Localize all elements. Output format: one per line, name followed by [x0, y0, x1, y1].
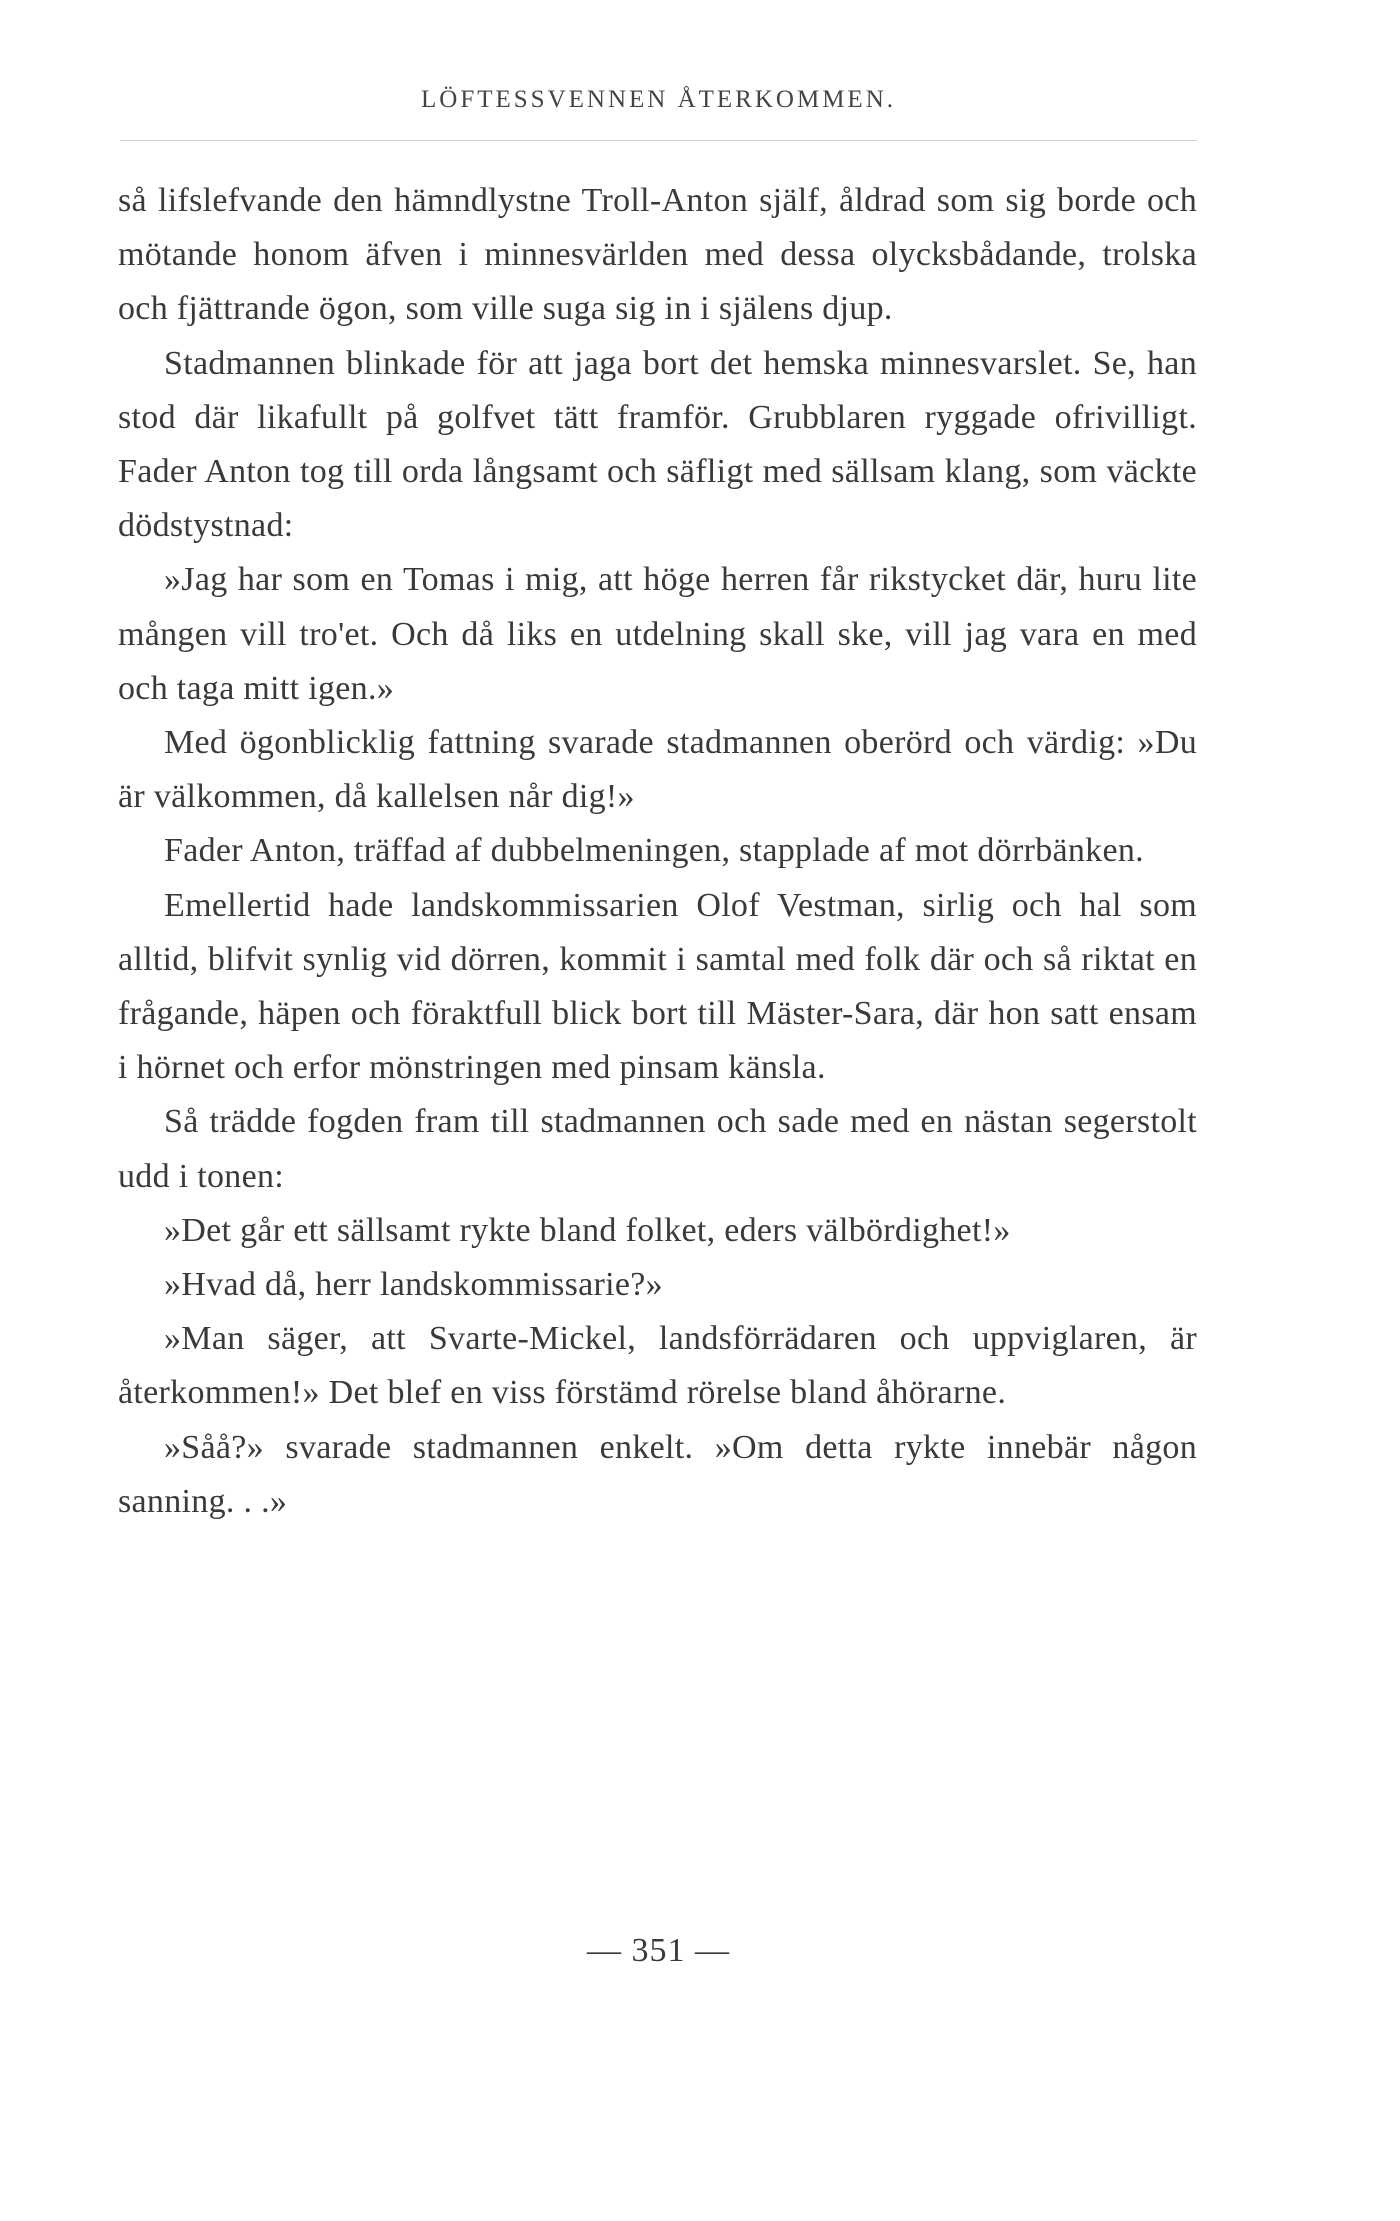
paragraph: »Hvad då, herr landskommissarie?»	[164, 1266, 663, 1304]
paragraph: »Jag har som en Tomas i mig, att höge herren får rikstycket där, huru lite mången vill tro'et. Och då liks en utdelning skall ske, vill jag vara en med och taga mitt igen.»	[118, 561, 1197, 707]
running-title: LÖFTESSVENNEN ÅTERKOMMEN.	[421, 86, 896, 113]
paragraph: Med ögonblicklig fattning svarade stadmannen oberörd och värdig: »Du är välkommen, då kallelsen når dig!»	[118, 724, 1197, 816]
paragraph: Emellertid hade landskommissarien Olof Vestman, sirlig och hal som alltid, blifvit synlig vid dörren, kommit i samtal med folk där och så riktat en frågande, häpen och föraktfull blick bort till Mäster-Sara, där hon satt ensam i hörnet och erfor mönstringen med pinsam känsla.	[118, 886, 1197, 1087]
body-text	[118, 174, 1197, 1529]
page-number: — 351 —	[587, 1932, 730, 1969]
paragraph: Så trädde fogden fram till stadmannen och sade med en nästan segerstolt udd i tonen:	[118, 1103, 1197, 1195]
header-rule	[120, 140, 1197, 141]
paragraph-continued: så lifslefvande den hämndlystne Troll-Anton själf, åldrad som sig borde och mötande honom äfven i minnesvärlden med dessa olycksbådande, trolska och fjättrande ögon, som ville suga sig in i själens djup.	[118, 182, 1197, 328]
paragraph: »Man säger, att Svarte-Mickel, landsförrädaren och uppviglaren, är återkommen!» Det blef en viss förstämd rörelse bland åhörarne.	[118, 1320, 1197, 1412]
paragraph: Fader Anton, träffad af dubbelmeningen, stapplade af mot dörrbänken.	[164, 832, 1144, 870]
paragraph: »Det går ett sällsamt rykte bland folket, eders välbördighet!»	[164, 1211, 1011, 1249]
paragraph: »Såå?» svarade stadmannen enkelt. »Om detta rykte innebär någon sanning. . .»	[118, 1428, 1197, 1520]
paragraph: Stadmannen blinkade för att jaga bort det hemska minnesvarslet. Se, han stod där likafullt på golfvet tätt framför. Grubblaren ryggade ofrivilligt. Fader Anton tog till orda långsamt och säfligt med sällsam klang, som väckte dödstystnad:	[118, 344, 1197, 545]
